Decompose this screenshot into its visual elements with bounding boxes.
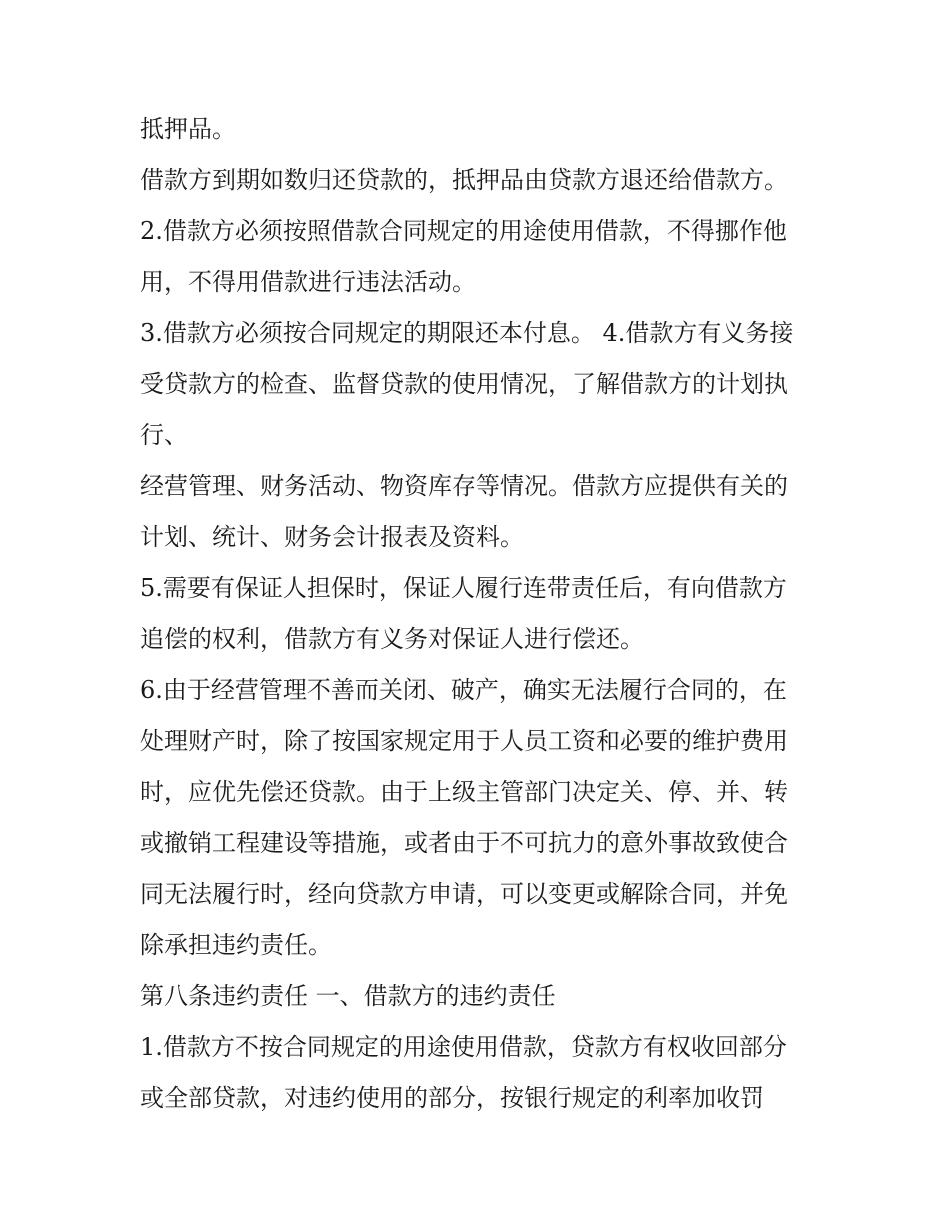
text-line: 计划、统计、财务会计报表及资料。 — [140, 523, 524, 551]
text-line: 同无法履行时，经向贷款方申请，可以变更或解除合同，并免 — [140, 880, 788, 908]
text-line: 经营管理、财务活动、物资库存等情况。借款方应提供有关的 — [140, 472, 788, 500]
text-line: 抵押品。 — [140, 115, 236, 143]
text-line: 用，不得用借款进行违法活动。 — [140, 268, 476, 296]
document-body — [140, 104, 820, 1124]
text-line: 6.由于经营管理不善而关闭、破产，确实无法履行合同的，在 — [140, 676, 787, 704]
text-line: 追偿的权利，借款方有义务对保证人进行偿还。 — [140, 625, 644, 653]
text-line: 2.借款方必须按照借款合同规定的用途使用借款，不得挪作他 — [140, 217, 787, 245]
text-line: 行、 — [140, 421, 188, 449]
text-line: 1.借款方不按合同规定的用途使用借款，贷款方有权收回部分 — [140, 1033, 787, 1061]
text-line: 借款方到期如数归还贷款的，抵押品由贷款方退还给借款方。 — [140, 166, 788, 194]
text-line: 3.借款方必须按合同规定的期限还本付息。 4.借款方有义务接 — [140, 319, 794, 347]
text-line: 除承担违约责任。 — [140, 931, 332, 959]
section-heading: 第八条违约责任 一、借款方的违约责任 — [140, 982, 556, 1010]
text-line: 或全部贷款，对违约使用的部分，按银行规定的利率加收罚 — [140, 1084, 764, 1112]
text-line: 时，应优先偿还贷款。由于上级主管部门决定关、停、并、转 — [140, 778, 788, 806]
text-line: 受贷款方的检查、监督贷款的使用情况，了解借款方的计划执 — [140, 370, 788, 398]
text-line: 处理财产时，除了按国家规定用于人员工资和必要的维护费用 — [140, 727, 788, 755]
text-line: 或撤销工程建设等措施，或者由于不可抗力的意外事故致使合 — [140, 829, 788, 857]
text-line: 5.需要有保证人担保时，保证人履行连带责任后，有向借款方 — [140, 574, 787, 602]
